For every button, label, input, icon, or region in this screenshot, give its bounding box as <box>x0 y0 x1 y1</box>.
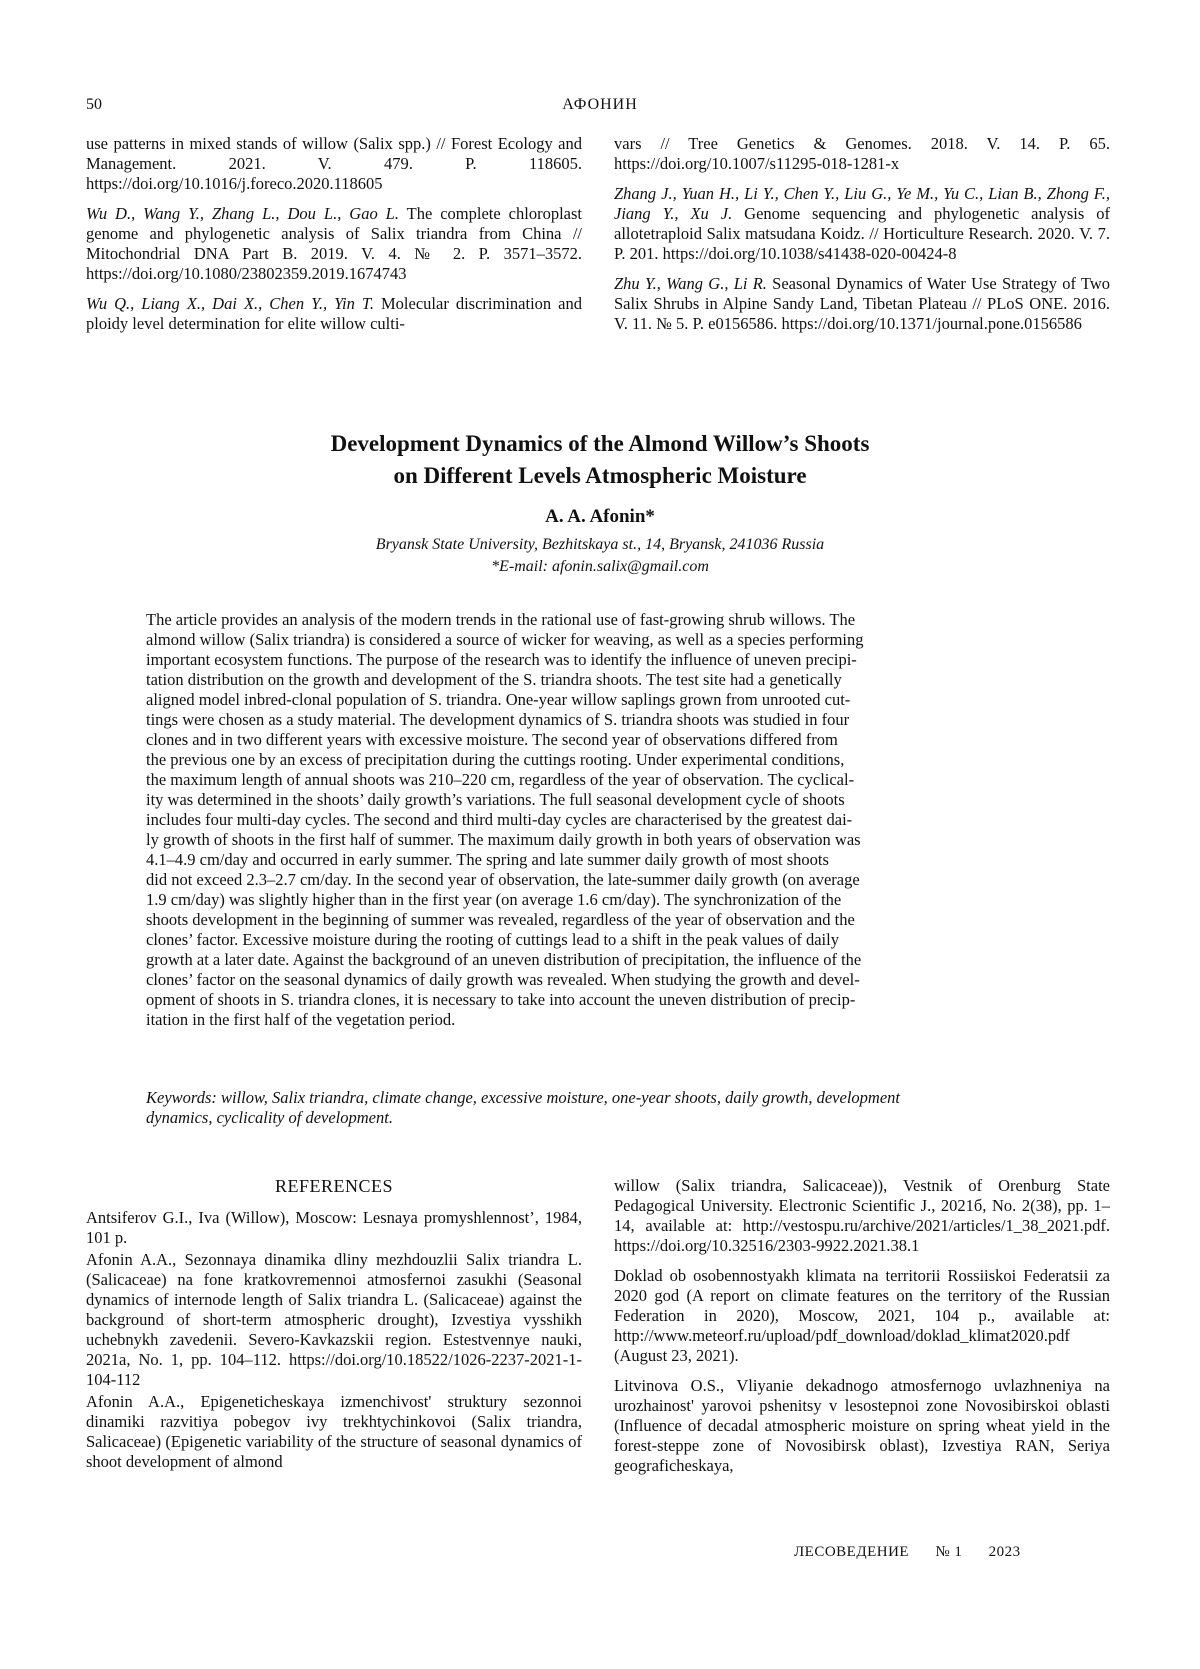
abstract-line: tation distribution on the growth and development of the S. triandra shoots. The test site had a genetically <box>146 670 842 689</box>
abstract-line: shoots development in the beginning of summer was revealed, regardless of the year of observation and the <box>146 910 855 929</box>
author-email: *E-mail: afonin.salix@gmail.com <box>491 558 709 575</box>
references-right <box>614 1176 1110 1486</box>
reference-entry: Antsiferov G.I., Iva (Willow), Moscow: Lesnaya promyshlennost’, 1984, 101 p. <box>86 1208 582 1247</box>
reference-entry <box>614 184 1110 264</box>
abstract-line: ity was determined in the shoots’ daily growth’s variations. The full seasonal development cycle of shoots <box>146 790 845 809</box>
abstract-line: 4.1–4.9 cm/day and occurred in early summer. The spring and late summer daily growth of most shoots <box>146 850 829 869</box>
reference-text: vars // Tree Genetics & Genomes. 2018. V. 14. P. 65. https://doi.org/10.1007/s11295-018-1281-x <box>614 134 1110 173</box>
abstract-line: includes four multi-day cycles. The second and third multi-day cycles are characterised by the greatest dai- <box>146 810 853 829</box>
reference-entry: Litvinova O.S., Vliyanie dekadnogo atmosfernogo uvlazhneniya na urozhainost' yarovoi pshenitsy v lesostepnoi zone Novosibirskoi oblasti (Influence of decadal atmospheric moisture on spring wheat yield in the forest-steppe zone of Novosibirsk oblast), Izvestiya RAN, Seriya geograficheskaya, <box>614 1376 1110 1475</box>
references-heading: REFERENCES <box>274 1176 394 1196</box>
reference-entry: Afonin A.A., Sezonnaya dinamika dliny mezhdouzlii Salix triandra L. (Salicaceae) na fone kratkovremennoi atmosfernoi zasukhi (Seasonal dynamics of internode length of Salix triandra L. (Salicaceae) against the background of short-term atmospheric drought), Izvestiya vysshikh uchebnykh zavedenii. Severo-Kavkazskii region. Estestvennye nauki, 2021a, No. 1, pp. 104–112. https://doi.org/10.18522/1026-2237-2021-1-104-112 <box>86 1250 582 1389</box>
top-references-right <box>614 134 1110 344</box>
reference-text: Seasonal Dynamics of Water Use Strategy of Two Salix Shrubs in Alpine Sandy Land, Tibetan Plateau // PLoS ONE. 2016. V. 11. № 5. P. e0156586. https://doi.org/10.1371/journal.pone.0156586 <box>614 274 1111 333</box>
issue-number: № 1 <box>935 1544 963 1560</box>
abstract-line: growth at a later date. Against the background of an uneven distribution of precipitation, the influence of the <box>146 950 862 969</box>
abstract-line: 1.9 cm/day) was slightly higher than in the first year (on average 1.6 cm/day). The synchronization of the <box>146 890 842 909</box>
article-title-line-2: on Different Levels Atmospheric Moisture <box>393 463 807 488</box>
abstract-line: aligned model inbred-clonal population of S. triandra. One-year willow saplings grown from unrooted cut- <box>146 690 851 709</box>
reference-entry: Doklad ob osobennostyakh klimata na territorii Rossiiskoi Federatsii za 2020 god (A report on climate features on the territory of the Russian Federation in 2020), Moscow, 2021, 104 p., available at: http://www.meteorf.ru/upload/pdf_download/doklad_klimat2020.pdf (August 23, 2021). <box>614 1266 1110 1365</box>
abstract-line: almond willow (Salix triandra) is considered a source of wicker for weaving, as well as a species performing <box>146 630 864 649</box>
reference-text: use patterns in mixed stands of willow (Salix spp.) // Forest Ecology and Management. 2021. V. 479. P. 118605. https://doi.org/10.1016/j.foreco.2020.118605 <box>86 134 582 193</box>
reference-authors: Zhu Y., Wang G., Li R. <box>614 274 767 293</box>
article-author: A. A. Afonin* <box>545 506 655 527</box>
reference-entry <box>86 204 582 284</box>
reference-entry <box>614 134 1110 174</box>
article-title-line-1: Development Dynamics of the Almond Willow’s Shoots <box>330 431 870 456</box>
reference-authors: Zhang J., Yuan H., Li Y., Chen Y., Liu G., Ye M., Yu C., Lian B., Zhong F., Jiang Y., Xu J. <box>614 184 1110 223</box>
page-number: 50 <box>86 96 102 113</box>
top-references-left <box>86 134 582 344</box>
reference-entry: Afonin A.A., Epigeneticheskaya izmenchivost' struktury sezonnoi dinamiki razvitiya pobegov ivy trekhtychinkovoi (Salix triandra, Salicaceae) (Epigenetic variability of the structure of seasonal dynamics of shoot development of almond <box>86 1392 582 1471</box>
reference-text: The complete chloroplast genome and phylogenetic analysis of Salix triandra from China // Mitochondrial DNA Part B. 2019. V. 4. № 2. P. 3571–3572. https://doi.org/10.1080/23802359.2019.1674743 <box>86 204 582 283</box>
abstract-line: tings were chosen as a study material. The development dynamics of S. triandra shoots was studied in four <box>146 710 850 729</box>
article-header <box>0 428 1200 576</box>
author-affiliation: Bryansk State University, Bezhitskaya st., 14, Bryansk, 241036 Russia <box>375 536 825 553</box>
reference-entry <box>86 134 582 194</box>
publication-year: 2023 <box>988 1544 1021 1560</box>
running-title: АФОНИН <box>562 96 638 113</box>
keywords-line: Keywords: willow, Salix triandra, climate change, excessive moisture, one-year shoots, daily growth, development <box>146 1088 900 1107</box>
abstract-line: itation in the first half of the vegetation period. <box>146 1010 456 1029</box>
abstract-line: clones’ factor on the seasonal dynamics of daily growth was revealed. When studying the growth and devel- <box>146 970 860 989</box>
keywords-line: dynamics, cyclicality of development. <box>146 1108 393 1127</box>
keywords <box>146 1088 1054 1128</box>
abstract-line: the maximum length of annual shoots was 210–220 cm, regardless of the year of observation. The cyclical- <box>146 770 855 789</box>
abstract-line: important ecosystem functions. The purpose of the research was to identify the influence of uneven precipi- <box>146 650 857 669</box>
reference-authors: Wu D., Wang Y., Zhang L., Dou L., Gao L. <box>86 204 399 223</box>
abstract-line: the previous one by an excess of precipitation during the cuttings rooting. Under experimental conditions, <box>146 750 845 769</box>
abstract-line: clones and in two different years with excessive moisture. The second year of observations differed from <box>146 730 838 749</box>
journal-name: ЛЕСОВЕДЕНИЕ <box>794 1544 910 1560</box>
reference-text: Genome sequencing and phylogenetic analysis of allotetraploid Salix matsudana Koidz. // Horticulture Research. 2020. V. 7. P. 201. https://doi.org/10.1038/s41438-020-00424-8 <box>614 204 1110 263</box>
abstract-line: ly growth of shoots in the first half of summer. The maximum daily growth in both years of observation was <box>146 830 861 849</box>
references-left <box>86 1208 582 1474</box>
abstract-line: did not exceed 2.3–2.7 cm/day. In the second year of observation, the late-summer daily growth (on average <box>146 870 860 889</box>
reference-entry <box>614 274 1110 334</box>
reference-text: Molecular discrimination and ploidy level determination for elite willow culti- <box>86 294 583 333</box>
page-footer <box>794 1544 1043 1561</box>
reference-authors: Wu Q., Liang X., Dai X., Chen Y., Yin T. <box>86 294 374 313</box>
abstract-line: clones’ factor. Excessive moisture during the rooting of cuttings lead to a shift in the peak values of daily <box>146 930 839 949</box>
abstract-line: The article provides an analysis of the modern trends in the rational use of fast-growing shrub willows. The <box>146 610 856 629</box>
reference-entry <box>86 294 582 334</box>
abstract <box>146 610 1054 1030</box>
abstract-line: opment of shoots in S. triandra clones, it is necessary to take into account the uneven distribution of precip- <box>146 990 856 1009</box>
reference-entry: willow (Salix triandra, Salicaceae)), Vestnik of Orenburg State Pedagogical University. Electronic Scientific J., 2021б, No. 2(38), pp. 1–14, available at: http://vestospu.ru/archive/2021/articles/1_38_2021.pdf. https://doi.org/10.32516/2303-9922.2021.38.1 <box>614 1176 1110 1255</box>
